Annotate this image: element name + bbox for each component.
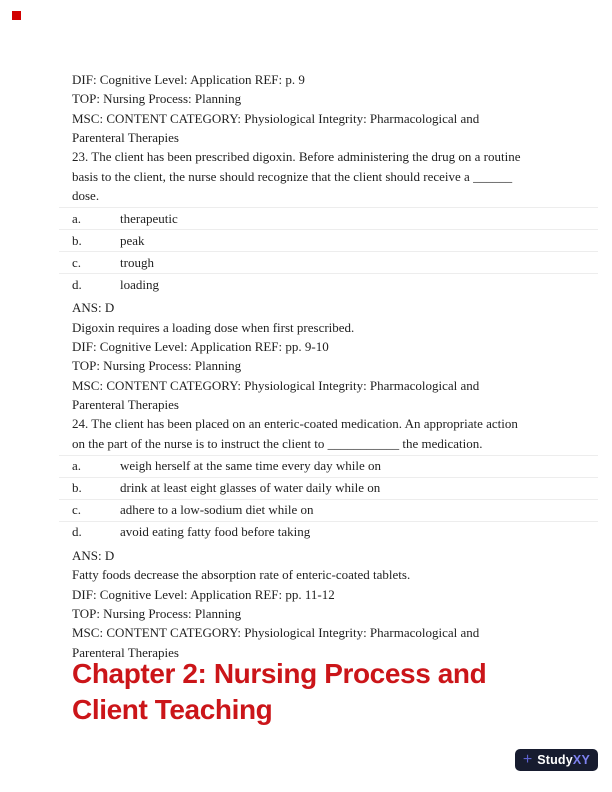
meta-line-msc: MSC: CONTENT CATEGORY: Physiological Integrity: Pharmacological and [72, 110, 480, 126]
meta-line-top: TOP: Nursing Process: Planning [72, 91, 242, 107]
meta-line-msc-cont: Parenteral Therapies [72, 644, 179, 660]
option-letter: c. [72, 254, 82, 270]
document-content [72, 70, 542, 728]
answer-option-row [59, 251, 598, 273]
option-letter: c. [72, 502, 82, 518]
option-text: trough [120, 254, 154, 270]
option-text: therapeutic [120, 210, 178, 226]
option-text: avoid eating fatty food before taking [120, 524, 311, 540]
chapter-heading-line-1: Chapter 2: Nursing Process and [72, 657, 487, 689]
question-line: on the part of the nurse is to instruct the client to ___________ the medication. [72, 435, 483, 451]
answer-line: ANS: D [72, 300, 115, 316]
answer-option-row [59, 273, 598, 295]
meta-line-dif: DIF: Cognitive Level: Application REF: pp. 9-10 [72, 338, 329, 354]
question-23-options [59, 207, 598, 295]
meta-line-dif: DIF: Cognitive Level: Application REF: pp. 11-12 [72, 586, 335, 602]
meta-line-msc: MSC: CONTENT CATEGORY: Physiological Integrity: Pharmacological and [72, 377, 480, 393]
answer-line: ANS: D [72, 547, 115, 563]
answer-option-row [59, 229, 598, 251]
question-23-text [72, 147, 542, 205]
rationale-line: Digoxin requires a loading dose when first prescribed. [72, 319, 355, 335]
question-24-text [72, 414, 542, 453]
option-text: drink at least eight glasses of water daily while on [120, 480, 381, 496]
meta-line-top: TOP: Nursing Process: Planning [72, 605, 242, 621]
meta-line-msc: MSC: CONTENT CATEGORY: Physiological Integrity: Pharmacological and [72, 625, 480, 641]
chapter-heading [72, 656, 542, 728]
option-letter: b. [72, 480, 82, 496]
meta-line-top: TOP: Nursing Process: Planning [72, 358, 242, 374]
answer-option-row [59, 521, 598, 543]
question-line: dose. [72, 187, 100, 203]
brand-name-suffix: XY [572, 753, 590, 767]
question-line: basis to the client, the nurse should recognize that the client should receive a ______ [72, 168, 513, 184]
question-23-answer-block [72, 298, 542, 414]
option-letter: d. [72, 276, 82, 292]
option-text: adhere to a low-sodium diet while on [120, 502, 314, 518]
question-24-options [59, 455, 598, 543]
plus-icon: + [522, 751, 533, 768]
brand-name [537, 750, 590, 770]
studyxy-brand-badge[interactable] [515, 749, 598, 771]
chapter-heading-line-2: Client Teaching [72, 693, 273, 725]
option-letter: b. [72, 232, 82, 248]
meta-line-msc-cont: Parenteral Therapies [72, 396, 179, 412]
option-letter: d. [72, 524, 82, 540]
question-meta-block [72, 70, 542, 147]
option-letter: a. [72, 210, 82, 226]
question-24-answer-block [72, 546, 542, 662]
answer-option-row [59, 477, 598, 499]
answer-option-row [59, 499, 598, 521]
rationale-line: Fatty foods decrease the absorption rate of enteric-coated tablets. [72, 567, 411, 583]
meta-line-msc-cont: Parenteral Therapies [72, 129, 179, 145]
meta-line-dif: DIF: Cognitive Level: Application REF: p. 9 [72, 72, 305, 87]
brand-name-primary: Study [537, 753, 573, 767]
answer-option-row [59, 455, 598, 477]
option-text: peak [120, 232, 145, 248]
option-text: weigh herself at the same time every day while on [120, 458, 381, 474]
question-line: 23. The client has been prescribed digoxin. Before administering the drug on a routine [72, 149, 521, 165]
answer-option-row [59, 207, 598, 229]
question-line: 24. The client has been placed on an enteric-coated medication. An appropriate action [72, 416, 518, 432]
option-letter: a. [72, 458, 82, 474]
option-text: loading [120, 276, 159, 292]
page-marker-dot [12, 11, 21, 20]
